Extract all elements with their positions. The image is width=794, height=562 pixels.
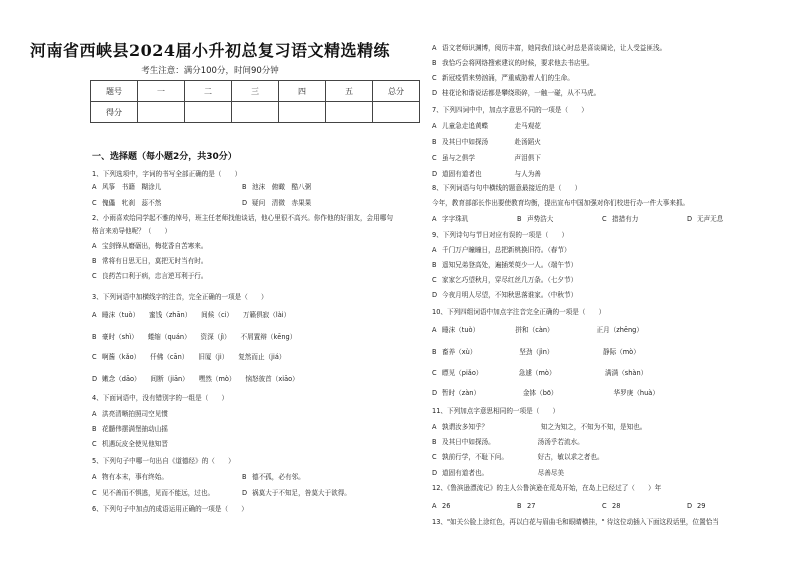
answer-option[interactable] (432, 389, 659, 398)
question-text: 11、下列加点字意思相同的一项是（ ） (432, 407, 560, 415)
option-letter: C (92, 272, 97, 280)
option-letter: B (432, 348, 437, 356)
question-text: 8、下列词语与句中横线的题意最接近的是（ ） (432, 184, 582, 192)
option-letter: A (92, 242, 97, 250)
option-text: 睡沫（tuò） 蜜饯（zhān） 间候（ci） 万籁俱寂（lài） (102, 311, 291, 319)
option-text: 家家乞巧望秋月，穿尽红丝几万条。（七夕节） (442, 276, 578, 284)
option-text: 豪时（shì） 蜷缩（quán） 资深（jì） 不屑置辩（kēng） (102, 333, 297, 341)
option-letter: D (432, 291, 438, 299)
answer-option[interactable] (432, 502, 450, 511)
answer-option[interactable] (92, 257, 208, 266)
option-letter: C (602, 215, 607, 223)
answer-option[interactable] (92, 410, 168, 419)
option-letter: A (92, 473, 97, 481)
score-header-cell: 二 (185, 81, 232, 102)
question-text: 3、下列词语中加横线字的注音，完全正确的一项是（ ） (92, 293, 268, 301)
option-text: 瞟见（piǎo） 急遽（mò） 满满（shàn） (442, 369, 648, 377)
option-letter: B (242, 183, 247, 191)
option-text: 道固有道者也 与人为善 (442, 170, 541, 178)
score-table-score-row (91, 102, 420, 123)
answer-option[interactable] (92, 242, 208, 251)
score-header-cell: 一 (138, 81, 185, 102)
option-letter: A (92, 183, 97, 191)
score-header-cell: 五 (326, 81, 373, 102)
option-text: 常将有日思无日，莫把无时当有时。 (102, 257, 208, 265)
option-letter: B (242, 473, 247, 481)
score-cell[interactable] (326, 102, 373, 123)
option-letter: D (92, 375, 98, 383)
option-text: 德不孤，必有邻。 (252, 473, 305, 481)
option-letter: C (92, 489, 97, 497)
answer-option[interactable] (432, 170, 541, 179)
option-text: 宝剑锋从磨砺出，梅花香自苦寒来。 (102, 242, 208, 250)
answer-option[interactable] (242, 473, 305, 482)
option-text: 机遇玩皮全使见他知晋 (102, 440, 168, 448)
option-text: 29 (697, 502, 706, 510)
answer-option[interactable] (432, 348, 640, 357)
option-text: 及其日中如探汤 赴汤蹈火 (442, 138, 541, 146)
option-letter: B (432, 59, 437, 67)
option-text: 池沫 俯瞰 酷八粥 (252, 183, 312, 191)
answer-option[interactable] (92, 425, 168, 434)
option-letter: C (602, 502, 607, 510)
score-row-label: 得分 (91, 102, 138, 123)
option-text: 千门万户瞳瞳日，总把新桃换旧符。（春节） (442, 246, 571, 254)
score-header-cell: 题号 (91, 81, 138, 102)
option-text: 无声无息 (697, 215, 724, 223)
answer-option[interactable] (92, 489, 214, 498)
question-text: 6、下列句子中加点的成语运用正确的一项是（ ） (92, 505, 248, 513)
option-letter: C (92, 440, 97, 448)
option-letter: B (92, 333, 97, 341)
answer-option[interactable] (687, 502, 705, 511)
answer-option[interactable] (432, 453, 604, 462)
question-text: 7、下列四词中中，加点字意思不同的一项是（ ） (432, 106, 588, 114)
option-text: 孰谓汝多知乎？ 知之为知之，不知为不知，是知也。 (442, 423, 647, 431)
answer-option[interactable] (92, 333, 296, 342)
answer-option[interactable] (432, 44, 666, 53)
question-text: 12、《鲁滨逊漂流记》的主人公鲁滨逊在荒岛开始，在岛上已经过了（ ）年 (432, 484, 662, 492)
answer-option[interactable] (432, 423, 646, 432)
question-text: 9、下列诗句与节日对应有误的一项是（ ） (432, 231, 569, 239)
option-text: 祸莫大于不知足，咎莫大于欲得。 (252, 489, 351, 497)
score-cell[interactable] (185, 102, 232, 123)
option-letter: A (432, 326, 437, 334)
option-text: 儿童急走追黄蝶 走马观花 (442, 122, 541, 130)
answer-option[interactable] (92, 311, 290, 320)
answer-option[interactable] (92, 183, 161, 192)
answer-option[interactable] (517, 215, 553, 224)
answer-option[interactable] (432, 154, 541, 163)
option-letter: A (432, 502, 437, 510)
option-letter: B (432, 261, 437, 269)
option-letter: C (432, 154, 437, 162)
score-cell[interactable] (232, 102, 279, 123)
option-letter: D (432, 89, 438, 97)
option-letter: A (432, 246, 437, 254)
option-letter: B (432, 438, 437, 446)
option-letter: C (92, 353, 97, 361)
answer-option[interactable] (432, 369, 647, 378)
answer-option[interactable] (92, 473, 168, 482)
answer-option[interactable] (432, 122, 541, 131)
answer-option[interactable] (242, 489, 351, 498)
score-table (90, 80, 420, 123)
option-letter: C (92, 199, 97, 207)
option-text: 物有本末，事有终始。 (102, 473, 168, 481)
answer-option[interactable] (432, 74, 574, 83)
answer-option[interactable] (602, 215, 638, 224)
option-text: 遥知兄弟登高处，遍插茱萸少一人。（端午节） (442, 261, 578, 269)
option-letter: D (687, 502, 693, 510)
option-text: 措措有力 (612, 215, 639, 223)
option-text: 字字珠玑 (442, 215, 469, 223)
exam-notice: 考生注意：满分100分，时间90分钟 (141, 66, 279, 76)
option-text: 27 (527, 502, 536, 510)
option-letter: D (687, 215, 693, 223)
answer-option[interactable] (242, 183, 311, 192)
option-text: 孰前行学，不耻下问。 好古，敏以求之者也。 (442, 453, 604, 461)
answer-option[interactable] (92, 375, 299, 384)
answer-option[interactable] (432, 246, 571, 255)
option-letter: D (242, 489, 248, 497)
answer-option[interactable] (92, 440, 168, 449)
option-letter: A (432, 215, 437, 223)
answer-option[interactable] (242, 199, 311, 208)
option-text: 道固有道者也。 尽善尽美 (442, 469, 564, 477)
option-letter: A (92, 410, 97, 418)
option-letter: B (517, 502, 522, 510)
option-letter: C (432, 276, 437, 284)
option-text: 疑问 清微 赤果果 (252, 199, 312, 207)
option-letter: A (432, 44, 437, 52)
option-letter: C (432, 74, 437, 82)
option-text: 28 (612, 502, 621, 510)
answer-option[interactable] (432, 276, 577, 285)
option-letter: A (432, 122, 437, 130)
question-text: 格言来劝导他呢？（ ） (92, 227, 172, 235)
option-text: 畜养（xù） 坚劲（jìn） 静际（mò） (442, 348, 640, 356)
option-letter: B (517, 215, 522, 223)
option-text: 虽与之俱学 声泪俱下 (442, 154, 541, 162)
answer-option[interactable] (92, 199, 161, 208)
score-header-cell: 总分 (373, 81, 420, 102)
option-text: 啊酱（kǎo） 仟佛（cān） 旧厦（ji） 复然而止（jiá） (102, 353, 286, 361)
answer-option[interactable] (432, 438, 584, 447)
score-cell[interactable] (138, 102, 185, 123)
question-text: 4、下面词语中，没有错别字的一组是（ ） (92, 394, 229, 402)
question-text: 5、下列句子中哪一句出自《道德经》的（ ） (92, 457, 235, 465)
score-cell[interactable] (279, 102, 326, 123)
answer-option[interactable] (432, 215, 468, 224)
option-letter: D (432, 389, 438, 397)
option-text: 我恰巧会将网络搜索建议的时候，要求他去书店里。 (442, 59, 594, 67)
answer-option[interactable] (517, 502, 535, 511)
option-letter: A (432, 423, 437, 431)
option-letter: A (92, 311, 97, 319)
option-text: 声势浩大 (527, 215, 554, 223)
page-title: 河南省西峡县2024届小升初总复习语文精选精练 (29, 41, 391, 60)
score-header-cell: 三 (232, 81, 279, 102)
score-cell[interactable] (373, 102, 420, 123)
question-text: 10、下列四组词语中加点字注音完全正确的一项是（ ） (432, 308, 606, 316)
option-text: 风筝 书籍 糊涂儿 (102, 183, 162, 191)
answer-option[interactable] (432, 326, 643, 335)
question-text: 今年，教育部部长作出要使教育均衡，提出宣布中国加强对你们校进行办一件大事来抓。 (432, 199, 690, 207)
answer-option[interactable] (602, 502, 620, 511)
answer-option[interactable] (432, 469, 564, 478)
option-text: 及其日中如探汤。 汤汤乎若流水。 (442, 438, 584, 446)
option-text: 洪亮清晰拍照司空见惯 (102, 410, 168, 418)
option-letter: B (432, 138, 437, 146)
option-text: 睡沫（tuò） 拼和（càn） 正月（zhēng） (442, 326, 643, 334)
answer-option[interactable] (432, 138, 541, 147)
option-letter: C (432, 453, 437, 461)
question-text: 1、下列选项中，字词的书写全部正确的是（ ） (92, 170, 242, 178)
answer-option[interactable] (432, 89, 600, 98)
question-text: 13、"如关公脸上涂红色，再以白花与眉曲毛和眼睛横挂，" 待这位动插入下面这段话里，位置恰当 (432, 518, 719, 526)
option-text: 桂花论和谐说话都是攀绕琐碎，一触一碰，从不马虎。 (442, 89, 601, 97)
answer-option[interactable] (432, 59, 594, 68)
option-text: 今夜月明人尽望，不知秋思落谁家。（中秋节） (442, 291, 578, 299)
option-letter: B (92, 425, 97, 433)
option-text: 嫩念（dāo） 间断（jiān） 嘿然（mò） 恼怒彼首（xiāo） (102, 375, 299, 383)
answer-option[interactable] (92, 272, 208, 281)
answer-option[interactable] (687, 215, 723, 224)
option-letter: B (92, 257, 97, 265)
answer-option[interactable] (432, 261, 577, 270)
option-text: 26 (442, 502, 451, 510)
option-text: 傀儡 牝刹 蕊不然 (102, 199, 162, 207)
section-heading: 一、选择题（每小题2分，共30分） (92, 152, 237, 162)
option-letter: C (432, 369, 437, 377)
option-text: 花髓伟摆满堡抽动山摇 (102, 425, 168, 433)
option-text: 新冠疫情来势汹涌，严重威胁着人们的生命。 (442, 74, 574, 82)
score-table-header-row (91, 81, 420, 102)
option-letter: D (432, 170, 438, 178)
option-text: 暂时（zàn） 金钵（bō） 华罗庚（huà） (442, 389, 659, 397)
option-text: 见不善而不惧逃，见而不能远，过也。 (102, 489, 215, 497)
option-text: 语文老师识渊博，阅历丰富，她同我们谈心时总是喜谈阔论，让人受益匪浅。 (442, 44, 667, 52)
option-letter: D (432, 469, 438, 477)
score-header-cell: 四 (279, 81, 326, 102)
question-text: 2、小雨喜欢给同学起不雅的绰号，班主任老师找他谈话，他心里很不高兴。你作他的好朋友，会用哪句 (92, 214, 393, 222)
answer-option[interactable] (92, 353, 285, 362)
option-text: 良药苦口利于病，忠言逆耳利于行。 (102, 272, 208, 280)
option-letter: D (242, 199, 248, 207)
answer-option[interactable] (432, 291, 577, 300)
right-column (428, 0, 794, 562)
